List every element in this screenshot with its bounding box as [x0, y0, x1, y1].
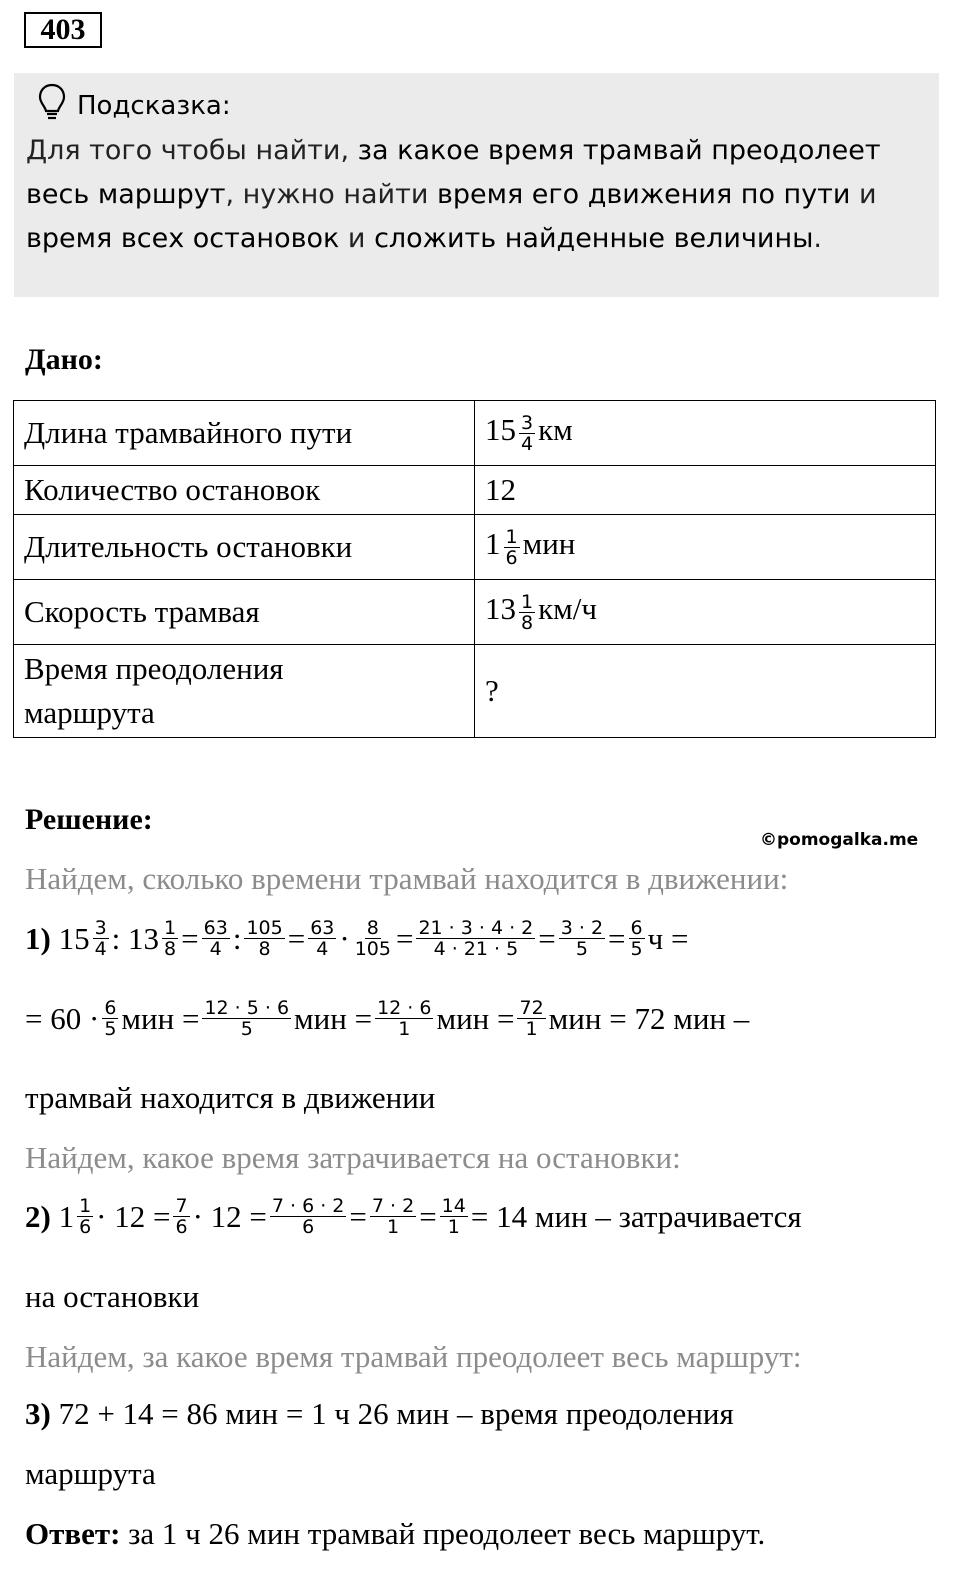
hint-text-part: Для того чтобы найти, — [26, 135, 358, 166]
table-row — [14, 580, 936, 645]
step1-tail: трамвай находится в движении — [25, 1080, 436, 1115]
row-value: ? — [475, 645, 936, 738]
hint-text-part: , нужно найти — [225, 179, 437, 210]
hint-emphasis: время всех остановок — [26, 223, 340, 254]
hint-text-part: и — [339, 223, 375, 254]
whole-part: 15 — [485, 412, 516, 448]
row-value — [475, 401, 936, 466]
problem-number: 403 — [24, 12, 102, 48]
table-row — [14, 645, 936, 738]
hint-text — [26, 129, 926, 261]
step1-equation-line2: = 60 · $\frac{6}{5}$ мин = $\frac{12 \cdot 5 \cdot 6}{5}$ мин = $\frac{12 \cdot 6}{1}$ мин = $\frac{72}{1}$ мин = 72 мин – — [25, 997, 750, 1040]
row-label: Количество остановок — [14, 466, 475, 515]
whole-part: 13 — [485, 591, 516, 627]
step3-tail: маршрута — [25, 1456, 156, 1491]
lightbulb-icon — [37, 83, 67, 128]
denominator: 4 — [521, 432, 534, 455]
denominator: 8 — [521, 611, 534, 634]
table-row — [14, 515, 936, 580]
denominator: 6 — [505, 546, 518, 569]
whole-part: 1 — [485, 526, 501, 562]
step3-text: 72 + 14 = 86 мин = 1 ч 26 мин – время преодоления — [58, 1396, 734, 1431]
row-value: 12 — [475, 466, 936, 515]
row-label — [14, 645, 475, 738]
row-value — [475, 515, 936, 580]
unit: мин — [522, 526, 576, 562]
numerator: 3 — [521, 411, 534, 434]
step3-equation — [25, 1396, 734, 1432]
answer-text: за 1 ч 26 мин трамвай преодолеет весь маршрут. — [120, 1516, 766, 1551]
row-value — [475, 580, 936, 645]
hint-title — [37, 83, 231, 128]
numerator: 1 — [505, 525, 518, 548]
numerator: 1 — [521, 590, 534, 613]
table-row — [14, 466, 936, 515]
step-number: 2) — [25, 1198, 51, 1234]
step2-intro: Найдем, какое время затрачивается на остановки: — [25, 1140, 681, 1175]
row-label-line: маршрута — [24, 695, 155, 730]
unit: км/ч — [538, 591, 597, 627]
answer — [25, 1516, 765, 1552]
row-label: Длительность остановки — [14, 515, 475, 580]
hint-text-part: и — [850, 179, 877, 210]
hint-title-text: Подсказка: — [77, 90, 231, 121]
fraction — [504, 527, 520, 568]
step-number: 1) — [25, 920, 51, 956]
step1-equation-line1: 1) 15 $\frac{3}{4}$ : 13 $\frac{1}{8}$ = $\frac{63}{4}$ : $\frac{105}{8}$ = $\frac{63}{4}$ · $\frac{8}{105}$ = $\frac{21 \cdot 3 \cdot 4 \cdot 2}{4 \cdot 21 \cdot 5}$ = $\frac{3 \cdot 2}{5}$ = $\frac{6}{5}$ ч = — [25, 917, 689, 960]
hint-emphasis: сложить найденные величины — [374, 223, 814, 254]
hint-emphasis: весь маршрут — [26, 179, 226, 210]
fraction — [519, 413, 535, 454]
step2-equation: 2) 1 $\frac{1}{6}$ · 12 = $\frac{7}{6}$ · 12 = $\frac{7 \cdot 6 \cdot 2}{6}$ = $\frac{7 \cdot 2}{1}$ = $\frac{14}{1}$ = 14 мин – затрачивается — [25, 1195, 802, 1238]
given-title: Дано: — [25, 343, 103, 376]
table-row — [14, 401, 936, 466]
hint-emphasis: время его движения по пути — [436, 179, 851, 210]
step1-intro: Найдем, сколько времени трамвай находится в движении: — [25, 861, 789, 896]
step2-tail: на остановки — [25, 1279, 200, 1314]
watermark: ©pomogalka.me — [760, 830, 919, 850]
answer-label: Ответ: — [25, 1516, 121, 1551]
row-label: Скорость трамвая — [14, 580, 475, 645]
solution-title: Решение: — [25, 803, 153, 836]
hint-box — [14, 73, 939, 297]
hint-text-part: . — [813, 223, 823, 254]
unit: км — [538, 412, 573, 448]
hint-emphasis: за какое время трамвай преодолеет — [357, 135, 881, 166]
given-table — [13, 400, 936, 738]
row-label-line: Время преодоления — [24, 651, 284, 686]
step3-intro: Найдем, за какое время трамвай преодолеет весь маршрут: — [25, 1339, 802, 1374]
fraction — [519, 592, 535, 633]
step-number: 3) — [25, 1396, 51, 1431]
row-label: Длина трамвайного пути — [14, 401, 475, 466]
